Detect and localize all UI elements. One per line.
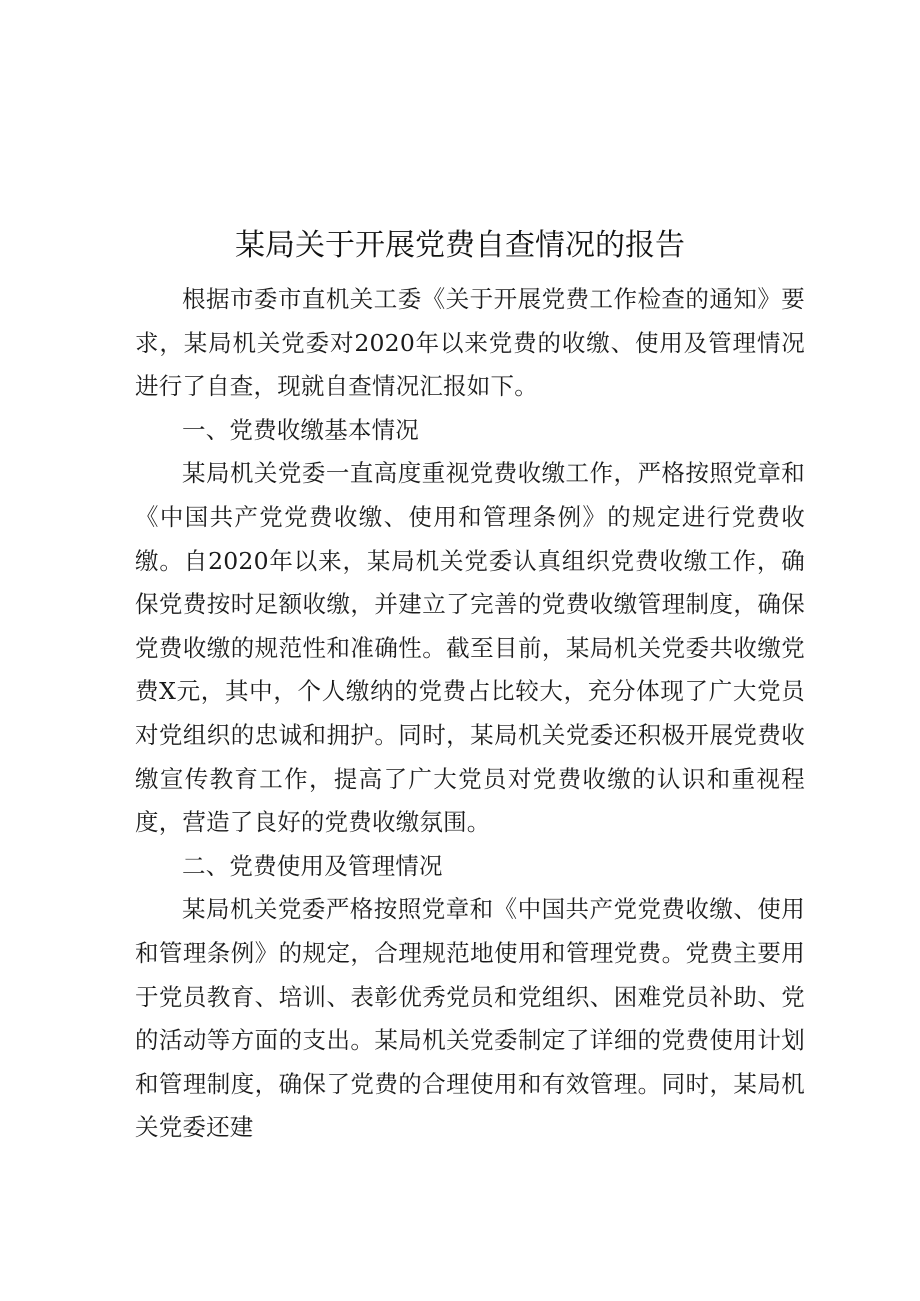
section-heading-1: 一、党费收缴基本情况 <box>182 415 419 444</box>
section-heading-2: 二、党费使用及管理情况 <box>182 851 443 880</box>
intro-paragraph: 根据市委市直机关工委《关于开展党费工作检查的通知》要求，某局机关党委对2020年以来党费的收缴、使用及管理情况进行了自查，现就自查情况汇报如下。 <box>135 285 805 401</box>
document-body <box>135 278 805 1150</box>
section-1-paragraph: 某局机关党委一直高度重视党费收缴工作，严格按照党章和《中国共产党党费收缴、使用和管理条例》的规定进行党费收缴。自2020年以来，某局机关党委认真组织党费收缴工作，确保党费按时足额收缴，并建立了完善的党费收缴管理制度，确保党费收缴的规范性和准确性。截至目前，某局机关党委共收缴党费X元，其中，个人缴纳的党费占比较大，充分体现了广大党员对党组织的忠诚和拥护。同时，某局机关党委还积极开展党费收缴宣传教育工作，提高了广大党员对党费收缴的认识和重视程度，营造了良好的党费收缴氛围。 <box>135 459 805 837</box>
section-2-paragraph: 某局机关党委严格按照党章和《中国共产党党费收缴、使用和管理条例》的规定，合理规范地使用和管理党费。党费主要用于党员教育、培训、表彰优秀党员和党组织、困难党员补助、党的活动等方面的支出。某局机关党委制定了详细的党费使用计划和管理制度，确保了党费的合理使用和有效管理。同时，某局机关党委还建 <box>135 895 805 1142</box>
document-title: 某局关于开展党费自查情况的报告 <box>235 228 685 263</box>
